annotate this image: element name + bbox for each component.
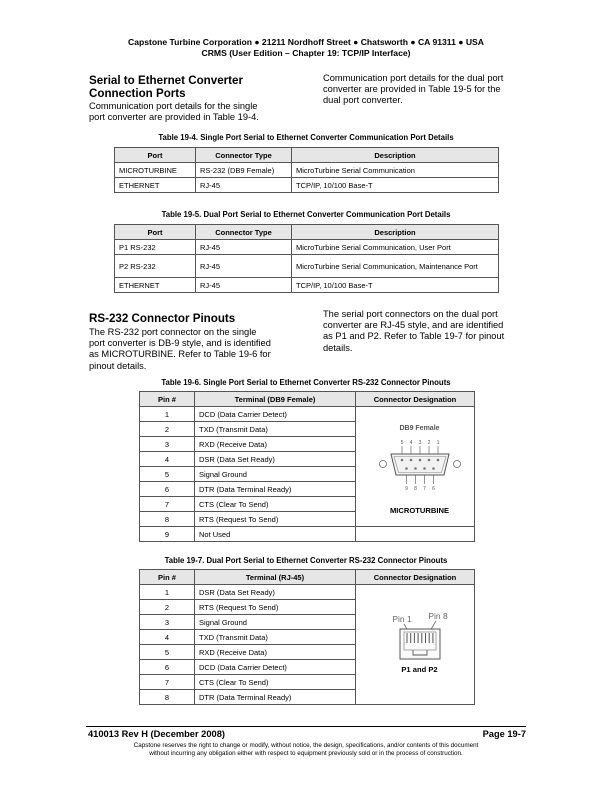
table-header-row xyxy=(140,570,475,585)
cell-description: MicroTurbine Serial Communication, User Port xyxy=(292,240,499,255)
paragraph-line: The serial port connectors on the dual port xyxy=(323,309,498,319)
table-row xyxy=(140,527,475,542)
cell-pin: 2 xyxy=(140,600,195,615)
cell-terminal: DTR (Data Terminal Ready) xyxy=(195,482,356,497)
section1-right-paragraph xyxy=(323,73,503,107)
rj45-pin1-label: Pin 1 xyxy=(392,614,412,624)
cell-connector-type: RJ-45 xyxy=(196,178,292,193)
cell-terminal: DSR (Data Set Ready) xyxy=(195,585,356,600)
table-header-row xyxy=(140,392,475,407)
table-row xyxy=(140,407,475,422)
cell-pin: 4 xyxy=(140,452,195,467)
paragraph-line: port converter is DB-9 style, and is identified xyxy=(89,338,271,349)
footer-disclaimer xyxy=(0,742,612,758)
paragraph-line: converter are RJ-45 style, and are identified xyxy=(323,320,504,331)
cell-description: TCP/IP, 10/100 Base-T xyxy=(292,278,499,293)
paragraph-line: Communication port details for the dual port xyxy=(323,73,504,83)
section-heading-serial-ethernet xyxy=(89,74,243,100)
section2-right-paragraph xyxy=(323,309,504,354)
rj45-designation-cell xyxy=(356,585,475,705)
db9-pin-label: 2 xyxy=(427,440,431,446)
table-19-6-caption: Table 19-6. Single Port Serial to Ethernet Converter RS-232 Connector Pinouts xyxy=(161,378,451,387)
column-header-pin: Pin # xyxy=(140,392,195,407)
db9-pin-label: 9 xyxy=(405,486,408,492)
db9-connector-icon xyxy=(360,407,479,519)
cell-connector-type: RJ-45 xyxy=(196,278,292,293)
cell-pin: 1 xyxy=(140,585,195,600)
rj45-pin8-label: Pin 8 xyxy=(428,611,448,621)
column-header-port: Port xyxy=(115,148,196,163)
section-heading-line2: Connection Ports xyxy=(89,87,186,100)
cell-terminal: DTR (Data Terminal Ready) xyxy=(195,690,356,705)
cell-port: ETHERNET xyxy=(115,278,196,293)
footer-rule xyxy=(86,726,526,727)
disclaimer-line: without incurring any obligation either with respect to equipment previously sold or in the process of construction. xyxy=(149,750,463,757)
table-header-row xyxy=(115,148,499,163)
cell-terminal: RXD (Receive Data) xyxy=(195,437,356,452)
db9-pin-label: 6 xyxy=(432,486,435,492)
cell-terminal: TXD (Transmit Data) xyxy=(195,422,356,437)
db9-pin-label: 1 xyxy=(436,440,440,446)
table-row xyxy=(140,585,475,600)
paragraph-line: as MICROTURBINE. Refer to Table 19-6 for xyxy=(89,349,271,360)
db9-pin-label: 8 xyxy=(414,486,417,492)
footer-page-number: Page 19-7 xyxy=(482,729,526,739)
cell-terminal: DCD (Data Carrier Detect) xyxy=(195,660,356,675)
cell-pin: 3 xyxy=(140,437,195,452)
cell-description: TCP/IP, 10/100 Base-T xyxy=(292,178,499,193)
cell-port: ETHERNET xyxy=(115,178,196,193)
db9-designation-cell xyxy=(356,407,475,527)
disclaimer-line: Capstone reserves the right to change or modify, without notice, the design, specifications, and/or contents of this document xyxy=(133,742,479,749)
cell-connector-type: RJ-45 xyxy=(196,255,292,278)
table-19-5 xyxy=(114,224,499,293)
empty-cell xyxy=(356,527,475,542)
column-header-terminal: Terminal (RJ-45) xyxy=(195,570,356,585)
cell-connector-type: RS-232 (DB9 Female) xyxy=(196,163,292,178)
cell-connector-type: RJ-45 xyxy=(196,240,292,255)
table-header-row xyxy=(115,225,499,240)
table-19-7 xyxy=(139,569,475,705)
cell-terminal: CTS (Clear To Send) xyxy=(195,497,356,512)
column-header-terminal: Terminal (DB9 Female) xyxy=(195,392,356,407)
cell-terminal: TXD (Transmit Data) xyxy=(195,630,356,645)
section-heading-rs232: RS-232 Connector Pinouts xyxy=(89,312,236,325)
column-header-description: Description xyxy=(292,148,499,163)
paragraph-line: pinout details. xyxy=(89,360,147,371)
cell-pin: 1 xyxy=(140,407,195,422)
cell-pin: 9 xyxy=(140,527,195,542)
paragraph-line: as P1 and P2. Refer to Table 19-7 for pinout xyxy=(323,331,505,342)
rj45-designation-label: P1 and P2 xyxy=(401,665,438,674)
cell-pin: 4 xyxy=(140,630,195,645)
db9-figure-title: DB9 Female xyxy=(399,425,440,432)
section-heading-line1: Serial to Ethernet Converter xyxy=(89,74,243,87)
cell-port: P2 RS-232 xyxy=(115,255,196,278)
cell-terminal: DSR (Data Set Ready) xyxy=(195,452,356,467)
paragraph-line: details. xyxy=(323,342,353,353)
db9-pin-label: 5 xyxy=(400,440,404,446)
cell-terminal: DCD (Data Carrier Detect) xyxy=(195,407,356,422)
column-header-port: Port xyxy=(115,225,196,240)
cell-port: MICROTURBINE xyxy=(115,163,196,178)
table-19-7-caption: Table 19-7. Dual Port Serial to Ethernet Converter RS-232 Connector Pinouts xyxy=(164,556,448,565)
column-header-designation: Connector Designation xyxy=(356,570,475,585)
column-header-designation: Connector Designation xyxy=(356,392,475,407)
cell-terminal: Not Used xyxy=(195,527,356,542)
cell-pin: 3 xyxy=(140,615,195,630)
cell-description: MicroTurbine Serial Communication, Maintenance Port xyxy=(292,255,499,278)
cell-pin: 5 xyxy=(140,645,195,660)
column-header-connector-type: Connector Type xyxy=(196,148,292,163)
cell-terminal: RTS (Request To Send) xyxy=(195,512,356,527)
cell-pin: 8 xyxy=(140,512,195,527)
table-row xyxy=(115,178,499,193)
section2-left-paragraph xyxy=(89,327,271,372)
cell-pin: 6 xyxy=(140,660,195,675)
cell-terminal: CTS (Clear To Send) xyxy=(195,675,356,690)
db9-pin-label: 3 xyxy=(418,440,422,446)
rj45-connector-icon xyxy=(360,585,479,697)
paragraph-line: port converter are provided in Table 19-4. xyxy=(89,112,259,123)
table-19-4 xyxy=(114,147,499,193)
section1-left-paragraph xyxy=(89,101,259,123)
paragraph-line: converter are provided in Table 19-5 for the xyxy=(323,84,501,95)
footer-document-id: 410013 Rev H (December 2008) xyxy=(88,729,225,739)
column-header-pin: Pin # xyxy=(140,570,195,585)
paragraph-line: dual port converter. xyxy=(323,95,403,106)
cell-terminal: RXD (Receive Data) xyxy=(195,645,356,660)
table-row xyxy=(115,278,499,293)
table-19-4-caption: Table 19-4. Single Port Serial to Ethernet Converter Communication Port Details xyxy=(158,133,454,142)
column-header-connector-type: Connector Type xyxy=(196,225,292,240)
db9-pin-label: 7 xyxy=(423,486,426,492)
cell-terminal: Signal Ground xyxy=(195,467,356,482)
table-19-5-caption: Table 19-5. Dual Port Serial to Ethernet Converter Communication Port Details xyxy=(161,210,451,219)
paragraph-line: Communication port details for the single xyxy=(89,101,258,111)
column-header-description: Description xyxy=(292,225,499,240)
db9-pin-label: 4 xyxy=(409,440,413,446)
cell-pin: 7 xyxy=(140,675,195,690)
table-row xyxy=(115,255,499,278)
cell-terminal: Signal Ground xyxy=(195,615,356,630)
cell-pin: 2 xyxy=(140,422,195,437)
db9-designation-label: MICROTURBINE xyxy=(389,506,450,515)
table-19-6 xyxy=(139,391,475,542)
page-header-line1: Capstone Turbine Corporation ● 21211 Nordhoff Street ● Chatsworth ● CA 91311 ● USA xyxy=(128,37,484,47)
cell-pin: 5 xyxy=(140,467,195,482)
page-header-line2: CRMS (User Edition – Chapter 19: TCP/IP Interface) xyxy=(201,48,411,58)
paragraph-line: The RS-232 port connector on the single xyxy=(89,327,257,337)
cell-pin: 7 xyxy=(140,497,195,512)
table-row xyxy=(115,240,499,255)
cell-description: MicroTurbine Serial Communication xyxy=(292,163,499,178)
table-row xyxy=(115,163,499,178)
cell-pin: 8 xyxy=(140,690,195,705)
cell-terminal: RTS (Request To Send) xyxy=(195,600,356,615)
cell-port: P1 RS-232 xyxy=(115,240,196,255)
cell-pin: 6 xyxy=(140,482,195,497)
